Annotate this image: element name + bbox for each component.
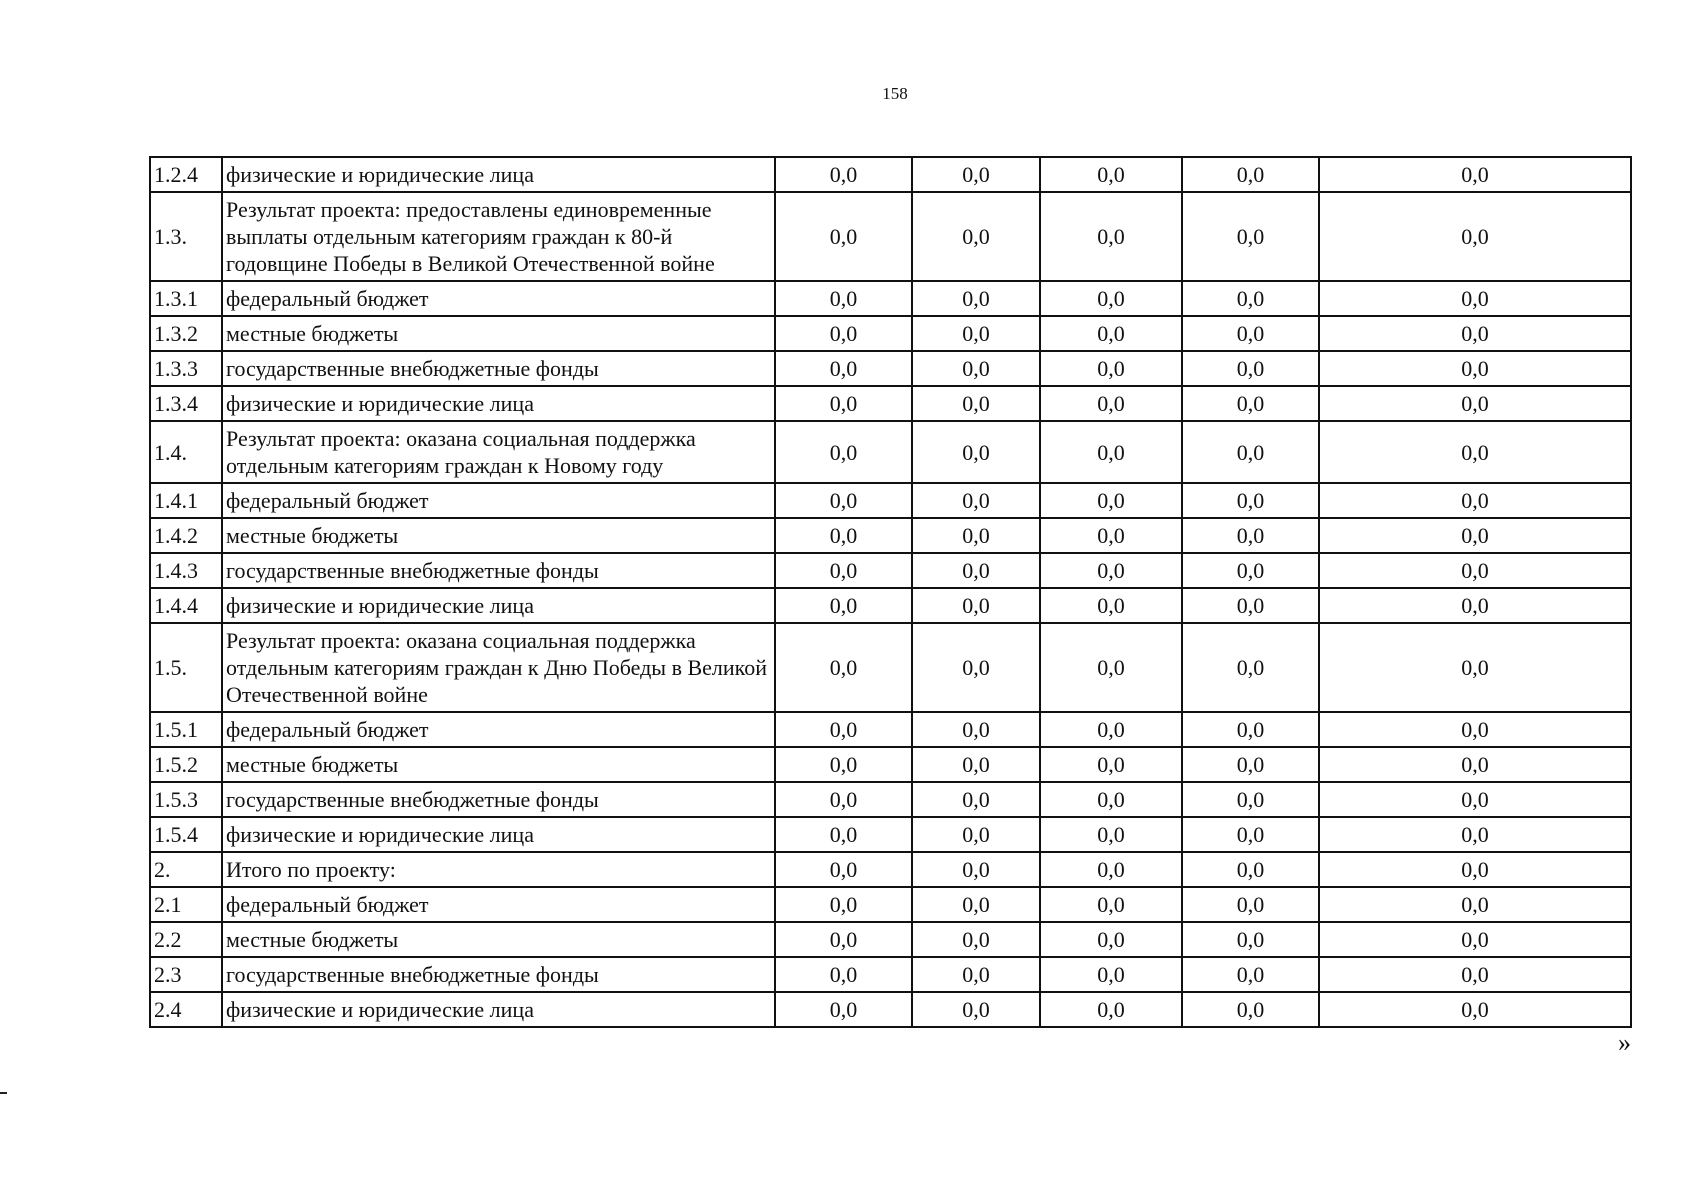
row-code: 1.5.	[150, 623, 222, 712]
value-cell: 0,0	[1040, 553, 1182, 588]
value-cell: 0,0	[1182, 887, 1319, 922]
row-code: 1.3.1	[150, 281, 222, 316]
value-cell: 0,0	[1319, 192, 1631, 281]
value-cell: 0,0	[1182, 192, 1319, 281]
table-row	[150, 281, 1631, 316]
row-code: 1.5.2	[150, 747, 222, 782]
table-row	[150, 992, 1631, 1027]
value-cell: 0,0	[912, 852, 1040, 887]
value-cell: 0,0	[1040, 351, 1182, 386]
value-cell: 0,0	[1040, 852, 1182, 887]
row-code: 1.3.4	[150, 386, 222, 421]
value-cell: 0,0	[1040, 386, 1182, 421]
value-cell: 0,0	[1040, 712, 1182, 747]
value-cell: 0,0	[1182, 782, 1319, 817]
value-cell: 0,0	[1040, 192, 1182, 281]
closing-quote: »	[1618, 1028, 1631, 1057]
row-code: 2.	[150, 852, 222, 887]
value-cell: 0,0	[775, 817, 912, 852]
row-label: Результат проекта: оказана социальная поддержка отдельным категориям граждан к Дню Победы в Великой Отечественной войне	[222, 623, 775, 712]
value-cell: 0,0	[1319, 747, 1631, 782]
row-code: 1.4.2	[150, 518, 222, 553]
row-label: физические и юридические лица	[222, 386, 775, 421]
row-label: государственные внебюджетные фонды	[222, 782, 775, 817]
value-cell: 0,0	[775, 192, 912, 281]
value-cell: 0,0	[775, 992, 912, 1027]
value-cell: 0,0	[1319, 782, 1631, 817]
value-cell: 0,0	[775, 922, 912, 957]
row-code: 1.4.	[150, 421, 222, 483]
row-code: 1.5.3	[150, 782, 222, 817]
table-row	[150, 483, 1631, 518]
value-cell: 0,0	[1319, 817, 1631, 852]
row-code: 1.5.1	[150, 712, 222, 747]
row-label: государственные внебюджетные фонды	[222, 553, 775, 588]
value-cell: 0,0	[1040, 588, 1182, 623]
page-number: 158	[882, 84, 908, 103]
value-cell: 0,0	[775, 852, 912, 887]
value-cell: 0,0	[912, 747, 1040, 782]
row-label: местные бюджеты	[222, 747, 775, 782]
value-cell: 0,0	[912, 623, 1040, 712]
row-label: Результат проекта: предоставлены единовременные выплаты отдельным категориям граждан к 80-й годовщине Победы в Великой Отечественной войне	[222, 192, 775, 281]
table-row	[150, 957, 1631, 992]
value-cell: 0,0	[775, 782, 912, 817]
value-cell: 0,0	[912, 192, 1040, 281]
value-cell: 0,0	[1040, 316, 1182, 351]
budget-table-body	[150, 157, 1631, 1027]
value-cell: 0,0	[1319, 623, 1631, 712]
value-cell: 0,0	[1040, 887, 1182, 922]
row-label: федеральный бюджет	[222, 281, 775, 316]
table-row	[150, 782, 1631, 817]
value-cell: 0,0	[912, 518, 1040, 553]
value-cell: 0,0	[1319, 852, 1631, 887]
row-code: 1.2.4	[150, 157, 222, 192]
table-row	[150, 518, 1631, 553]
value-cell: 0,0	[1040, 747, 1182, 782]
row-code: 1.4.4	[150, 588, 222, 623]
row-code: 2.3	[150, 957, 222, 992]
row-label: физические и юридические лица	[222, 588, 775, 623]
row-code: 1.3.3	[150, 351, 222, 386]
value-cell: 0,0	[912, 887, 1040, 922]
value-cell: 0,0	[1319, 518, 1631, 553]
value-cell: 0,0	[1182, 747, 1319, 782]
value-cell: 0,0	[775, 351, 912, 386]
table-row	[150, 192, 1631, 281]
value-cell: 0,0	[1319, 157, 1631, 192]
value-cell: 0,0	[775, 281, 912, 316]
table-row	[150, 157, 1631, 192]
value-cell: 0,0	[912, 782, 1040, 817]
row-code: 1.3.	[150, 192, 222, 281]
value-cell: 0,0	[775, 157, 912, 192]
row-label: местные бюджеты	[222, 518, 775, 553]
value-cell: 0,0	[1319, 281, 1631, 316]
row-code: 1.4.1	[150, 483, 222, 518]
value-cell: 0,0	[1319, 351, 1631, 386]
value-cell: 0,0	[1319, 553, 1631, 588]
value-cell: 0,0	[1319, 316, 1631, 351]
row-label: местные бюджеты	[222, 316, 775, 351]
value-cell: 0,0	[1182, 922, 1319, 957]
row-code: 1.4.3	[150, 553, 222, 588]
value-cell: 0,0	[1182, 992, 1319, 1027]
value-cell: 0,0	[1182, 623, 1319, 712]
value-cell: 0,0	[912, 992, 1040, 1027]
value-cell: 0,0	[1319, 483, 1631, 518]
row-label: физические и юридические лица	[222, 817, 775, 852]
value-cell: 0,0	[775, 316, 912, 351]
row-code: 1.5.4	[150, 817, 222, 852]
value-cell: 0,0	[912, 957, 1040, 992]
value-cell: 0,0	[1040, 957, 1182, 992]
row-label: федеральный бюджет	[222, 887, 775, 922]
value-cell: 0,0	[775, 518, 912, 553]
value-cell: 0,0	[1040, 817, 1182, 852]
table-row	[150, 623, 1631, 712]
value-cell: 0,0	[912, 483, 1040, 518]
row-label: Результат проекта: оказана социальная поддержка отдельным категориям граждан к Новому году	[222, 421, 775, 483]
row-label: физические и юридические лица	[222, 157, 775, 192]
value-cell: 0,0	[1182, 386, 1319, 421]
value-cell: 0,0	[1182, 712, 1319, 747]
value-cell: 0,0	[1182, 351, 1319, 386]
value-cell: 0,0	[775, 483, 912, 518]
value-cell: 0,0	[912, 351, 1040, 386]
value-cell: 0,0	[1319, 588, 1631, 623]
table-row	[150, 817, 1631, 852]
value-cell: 0,0	[1319, 421, 1631, 483]
table-row	[150, 553, 1631, 588]
table-row	[150, 386, 1631, 421]
value-cell: 0,0	[912, 817, 1040, 852]
value-cell: 0,0	[775, 386, 912, 421]
value-cell: 0,0	[1319, 887, 1631, 922]
value-cell: 0,0	[1182, 588, 1319, 623]
value-cell: 0,0	[912, 421, 1040, 483]
row-code: 2.2	[150, 922, 222, 957]
value-cell: 0,0	[912, 922, 1040, 957]
value-cell: 0,0	[775, 957, 912, 992]
margin-mark	[0, 1092, 7, 1094]
value-cell: 0,0	[912, 712, 1040, 747]
row-label: местные бюджеты	[222, 922, 775, 957]
value-cell: 0,0	[1182, 957, 1319, 992]
value-cell: 0,0	[1040, 483, 1182, 518]
value-cell: 0,0	[1319, 957, 1631, 992]
value-cell: 0,0	[912, 316, 1040, 351]
row-label: государственные внебюджетные фонды	[222, 957, 775, 992]
value-cell: 0,0	[775, 588, 912, 623]
value-cell: 0,0	[775, 747, 912, 782]
table-row	[150, 922, 1631, 957]
value-cell: 0,0	[1040, 782, 1182, 817]
value-cell: 0,0	[912, 553, 1040, 588]
value-cell: 0,0	[1319, 992, 1631, 1027]
value-cell: 0,0	[1182, 817, 1319, 852]
table-row	[150, 421, 1631, 483]
value-cell: 0,0	[1040, 518, 1182, 553]
value-cell: 0,0	[775, 553, 912, 588]
table-row	[150, 588, 1631, 623]
row-label: Итого по проекту:	[222, 852, 775, 887]
value-cell: 0,0	[912, 281, 1040, 316]
value-cell: 0,0	[1040, 992, 1182, 1027]
value-cell: 0,0	[1319, 712, 1631, 747]
value-cell: 0,0	[1182, 483, 1319, 518]
row-code: 1.3.2	[150, 316, 222, 351]
value-cell: 0,0	[1182, 852, 1319, 887]
value-cell: 0,0	[1040, 623, 1182, 712]
row-label: федеральный бюджет	[222, 712, 775, 747]
value-cell: 0,0	[775, 421, 912, 483]
value-cell: 0,0	[775, 712, 912, 747]
value-cell: 0,0	[1182, 281, 1319, 316]
value-cell: 0,0	[1182, 316, 1319, 351]
value-cell: 0,0	[1182, 157, 1319, 192]
value-cell: 0,0	[1182, 553, 1319, 588]
value-cell: 0,0	[1182, 518, 1319, 553]
row-label: государственные внебюджетные фонды	[222, 351, 775, 386]
table-row	[150, 712, 1631, 747]
row-label: физические и юридические лица	[222, 992, 775, 1027]
value-cell: 0,0	[775, 623, 912, 712]
table-row	[150, 747, 1631, 782]
value-cell: 0,0	[912, 588, 1040, 623]
value-cell: 0,0	[1040, 157, 1182, 192]
table-row	[150, 351, 1631, 386]
value-cell: 0,0	[912, 157, 1040, 192]
value-cell: 0,0	[1319, 922, 1631, 957]
table-row	[150, 852, 1631, 887]
value-cell: 0,0	[1040, 421, 1182, 483]
value-cell: 0,0	[775, 887, 912, 922]
value-cell: 0,0	[1319, 386, 1631, 421]
budget-table	[149, 156, 1632, 1028]
row-code: 2.4	[150, 992, 222, 1027]
value-cell: 0,0	[1040, 922, 1182, 957]
value-cell: 0,0	[1040, 281, 1182, 316]
table-row	[150, 887, 1631, 922]
value-cell: 0,0	[1182, 421, 1319, 483]
table-row	[150, 316, 1631, 351]
value-cell: 0,0	[912, 386, 1040, 421]
row-label: федеральный бюджет	[222, 483, 775, 518]
row-code: 2.1	[150, 887, 222, 922]
